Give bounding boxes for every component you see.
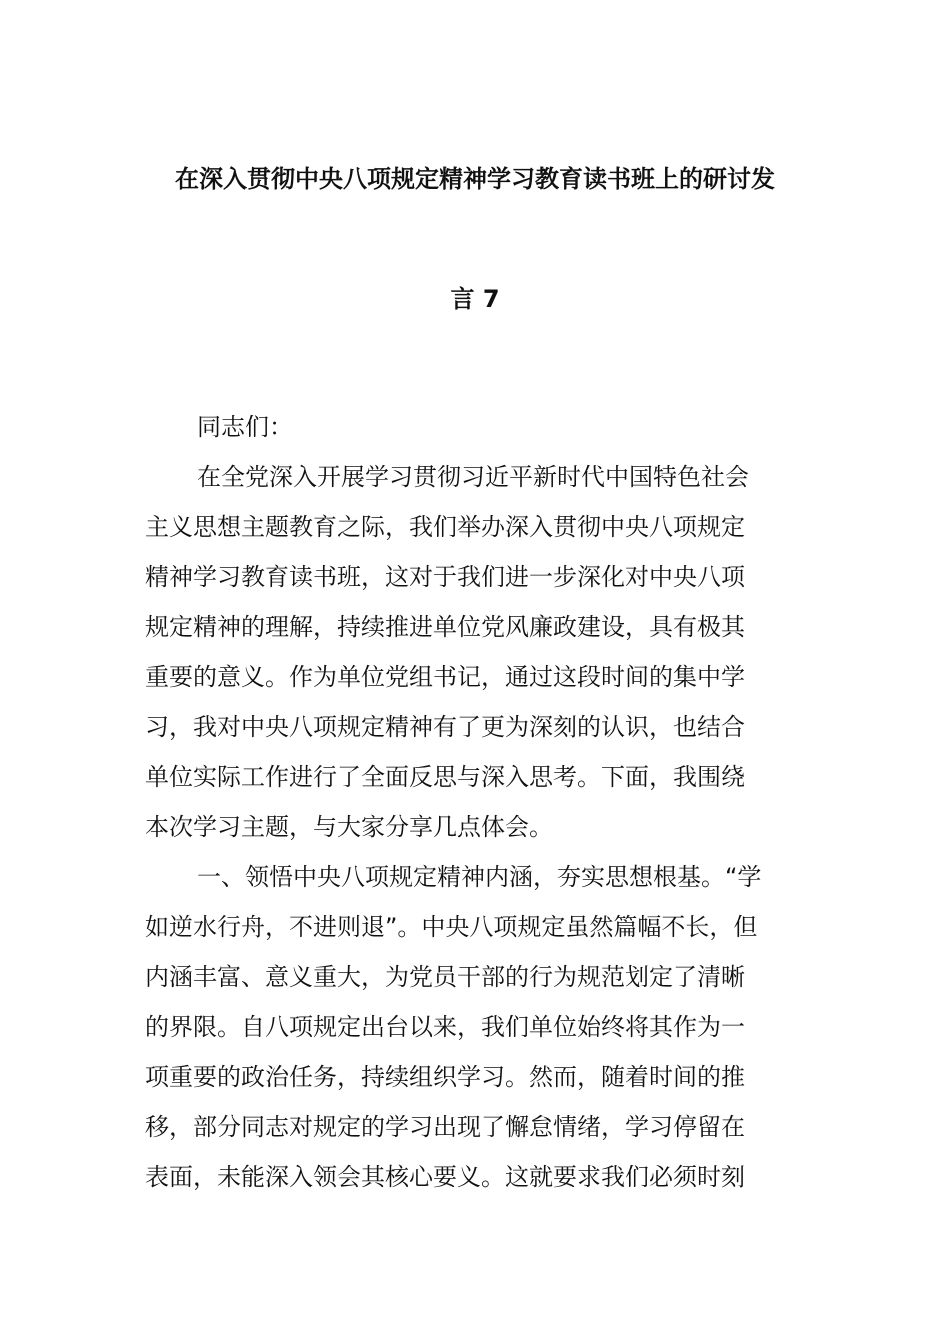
paragraph-1-line-1: 在全党深入开展学习贯彻习近平新时代中国特色社会 [197, 463, 749, 491]
paragraph-2-line-6: 移，部分同志对规定的学习出现了懈怠情绪，学习停留在 [145, 1113, 745, 1141]
salutation: 同志们： [197, 413, 293, 441]
document-title-line-2: 言 7 [450, 285, 500, 313]
paragraph-2-line-1: 一、领悟中央八项规定精神内涵，夯实思想根基。“学 [197, 863, 762, 891]
paragraph-1-line-5: 重要的意义。作为单位党组书记，通过这段时间的集中学 [145, 663, 745, 691]
paragraph-1-line-4: 规定精神的理解，持续推进单位党风廉政建设，具有极其 [145, 613, 745, 641]
paragraph-2-line-7: 表面，未能深入领会其核心要义。这就要求我们必须时刻 [145, 1163, 745, 1191]
paragraph-1-line-2: 主义思想主题教育之际，我们举办深入贯彻中央八项规定 [145, 513, 745, 541]
document-title-line-1: 在深入贯彻中央八项规定精神学习教育读书班上的研讨发 [175, 165, 775, 193]
paragraph-1-line-6: 习，我对中央八项规定精神有了更为深刻的认识，也结合 [145, 713, 745, 741]
paragraph-2-line-3: 内涵丰富、意义重大，为党员干部的行为规范划定了清晰 [145, 963, 745, 991]
paragraph-2-line-2: 如逆水行舟，不进则退”。中央八项规定虽然篇幅不长，但 [145, 913, 758, 941]
paragraph-2-line-5: 项重要的政治任务，持续组织学习。然而，随着时间的推 [145, 1063, 745, 1091]
paragraph-1-line-8: 本次学习主题，与大家分享几点体会。 [145, 813, 553, 841]
paragraph-1-line-3: 精神学习教育读书班，这对于我们进一步深化对中央八项 [145, 563, 745, 591]
paragraph-2-line-4: 的界限。自八项规定出台以来，我们单位始终将其作为一 [145, 1013, 745, 1041]
paragraph-1-line-7: 单位实际工作进行了全面反思与深入思考。下面，我围绕 [145, 763, 745, 791]
document-body [145, 402, 807, 1202]
